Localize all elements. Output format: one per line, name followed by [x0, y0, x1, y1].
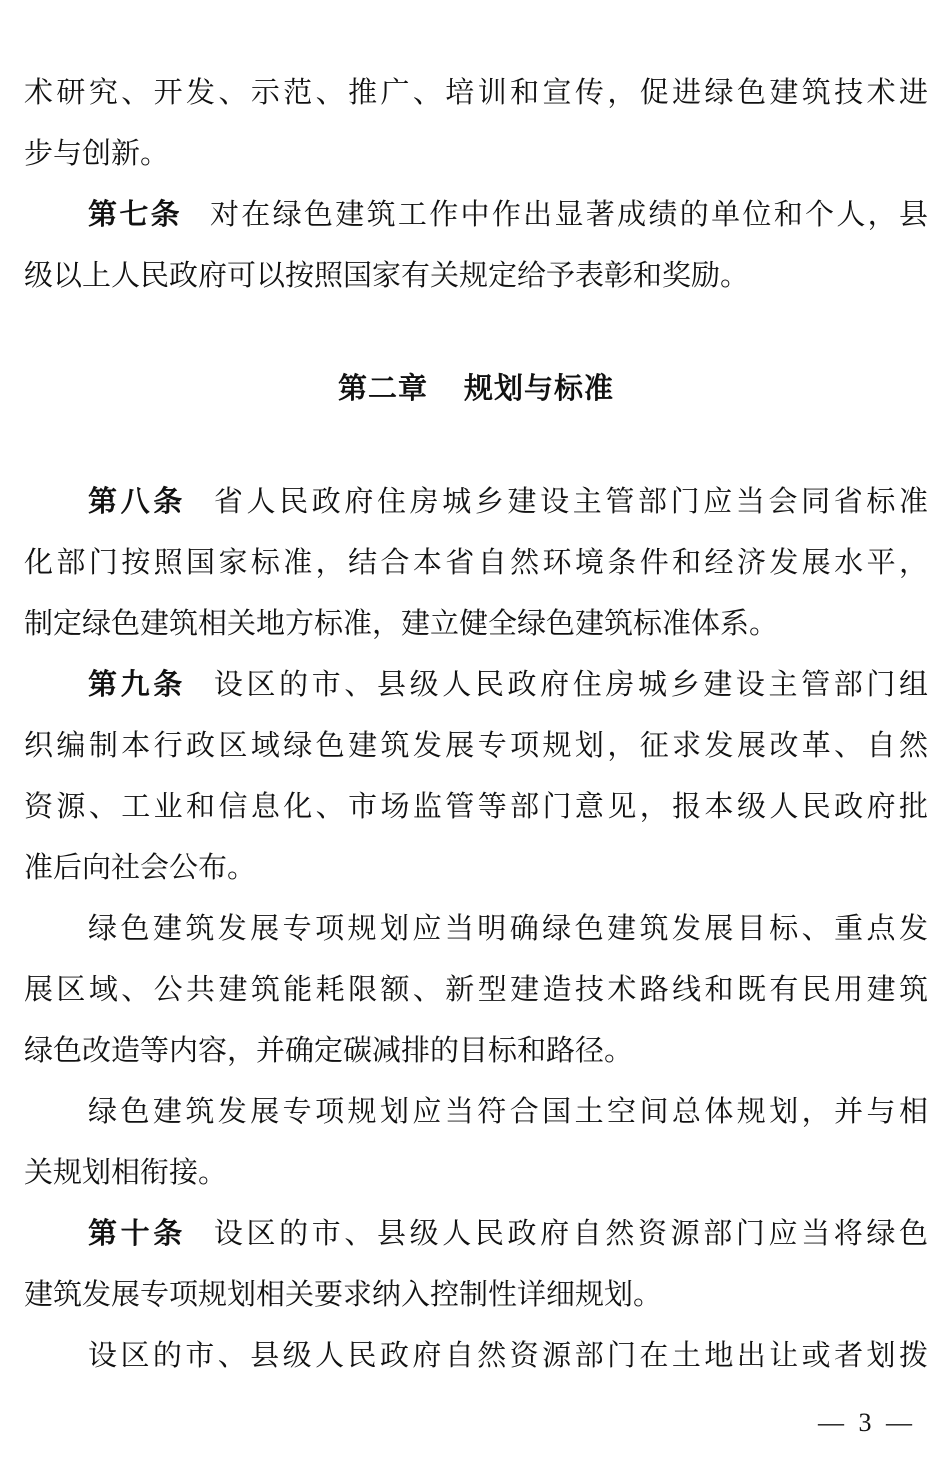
paragraph-line: 绿色建筑发展专项规划应当明确绿色建筑发展目标、重点发 — [88, 911, 928, 945]
paragraph-line: 设区的市、县级人民政府自然资源部门在土地出让或者划拨 — [88, 1338, 928, 1372]
article-7-label: 第七条 — [88, 197, 182, 231]
text-line: 术研究、开发、示范、推广、培训和宣传，促进绿色建筑技术进 — [24, 75, 928, 109]
article-9-line-1 — [24, 654, 928, 715]
text-line: 资源、工业和信息化、市场监管等部门意见，报本级人民政府批 — [24, 789, 928, 823]
chapter-number: 第二章 — [337, 371, 428, 405]
document-page — [24, 62, 928, 1386]
chapter-heading — [24, 351, 928, 426]
article-10-line-1 — [24, 1203, 928, 1264]
article-7-text: 对在绿色建筑工作中作出显著成绩的单位和个人，县 — [209, 197, 928, 231]
text-line: 建筑发展专项规划相关要求纳入控制性详细规划。 — [24, 1277, 663, 1311]
article-8-label: 第八条 — [88, 484, 186, 518]
text-line: 级以上人民政府可以按照国家有关规定给予表彰和奖励。 — [24, 258, 750, 292]
text-line: 绿色改造等内容，并确定碳减排的目标和路径。 — [24, 1033, 634, 1067]
text-line: 展区域、公共建筑能耗限额、新型建造技术路线和既有民用建筑 — [24, 972, 928, 1006]
paragraph-line: 绿色建筑发展专项规划应当符合国土空间总体规划，并与相 — [88, 1094, 928, 1128]
article-9-text: 设区的市、县级人民政府住房城乡建设主管部门组 — [213, 667, 928, 701]
text-line: 关规划相衔接。 — [24, 1155, 228, 1189]
article-7-line-1 — [24, 184, 928, 245]
text-line: 织编制本行政区域绿色建筑发展专项规划，征求发展改革、自然 — [24, 728, 928, 762]
page-number: — 3 — — [818, 1408, 916, 1437]
text-line: 步与创新。 — [24, 136, 170, 170]
article-8-text: 省人民政府住房城乡建设主管部门应当会同省标准 — [213, 484, 928, 518]
article-9-label: 第九条 — [88, 667, 186, 701]
chapter-title: 规划与标准 — [464, 371, 615, 405]
text-line: 准后向社会公布。 — [24, 850, 257, 884]
text-line: 化部门按照国家标准，结合本省自然环境条件和经济发展水平， — [24, 545, 928, 579]
article-8-line-1 — [24, 471, 928, 532]
article-10-text: 设区的市、县级人民政府自然资源部门应当将绿色 — [213, 1216, 928, 1250]
text-line: 制定绿色建筑相关地方标准，建立健全绿色建筑标准体系。 — [24, 606, 779, 640]
article-10-label: 第十条 — [88, 1216, 186, 1250]
